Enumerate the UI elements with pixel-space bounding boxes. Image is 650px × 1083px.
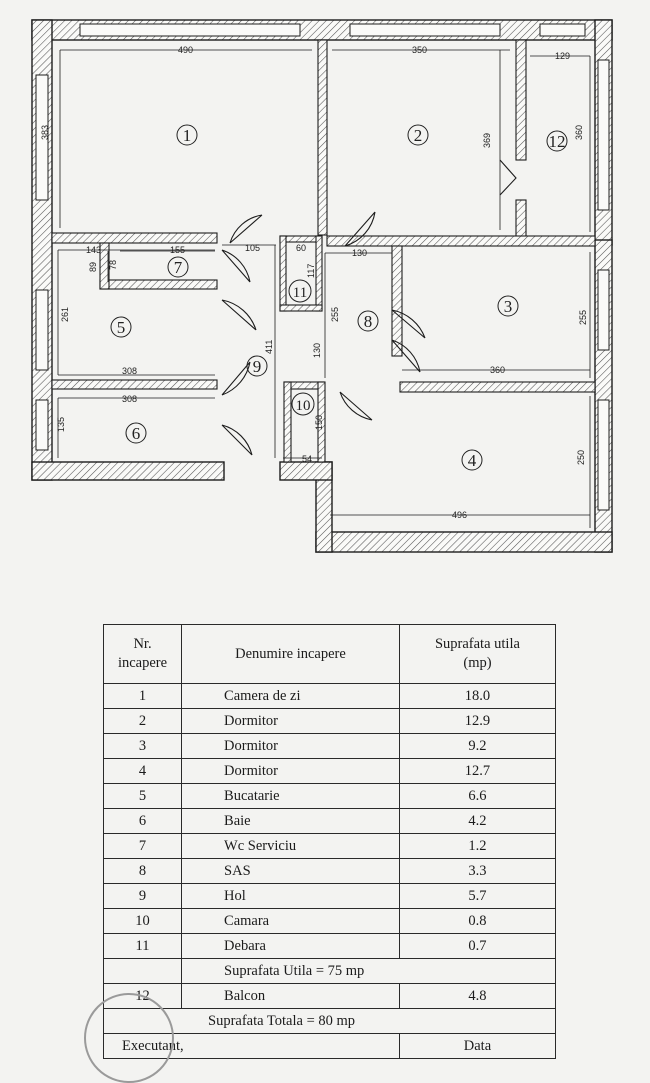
cell-nr: 6 (104, 809, 182, 834)
cell-nr: 11 (104, 934, 182, 959)
room-4-label: 4 (467, 451, 477, 470)
dim-r12-w: 129 (555, 51, 571, 61)
dim-r7-w: 155 (170, 245, 186, 255)
dim-r7-h2: 78 (108, 259, 118, 270)
cell-area: 6.6 (399, 784, 555, 809)
room-10-label: 10 (295, 398, 311, 414)
room-11-label: 11 (292, 285, 308, 301)
table-row (104, 834, 556, 859)
cell-name: Camara (182, 909, 400, 934)
cell-name: SAS (182, 859, 400, 884)
cell-area: 12.9 (399, 709, 555, 734)
rooms-table (103, 624, 556, 1059)
dim-r3-h: 255 (578, 309, 588, 325)
data-label: Data (399, 1034, 555, 1059)
cell-name: Dormitor (182, 734, 400, 759)
cell-area: 9.2 (399, 734, 555, 759)
cell-area: 1.2 (399, 834, 555, 859)
cell-nr: 1 (104, 684, 182, 709)
table-row (104, 909, 556, 934)
room-1-label: 1 (182, 126, 192, 145)
doors (222, 160, 516, 455)
dim-r5-w2: 308 (122, 366, 138, 376)
header-name: Denumire incapere (182, 625, 400, 684)
executant-label: Executant, (104, 1034, 400, 1059)
dim-r11-w: 60 (296, 243, 307, 253)
stamp-seal (84, 993, 174, 1083)
cell-name: Balcon (182, 984, 400, 1009)
table-row (104, 784, 556, 809)
cell-name: Hol (182, 884, 400, 909)
dim-r4-h: 250 (576, 449, 586, 465)
room-markers (111, 125, 567, 470)
cell-nr: 9 (104, 884, 182, 909)
cell-name: Dormitor (182, 759, 400, 784)
cell-nr: 10 (104, 909, 182, 934)
cell-nr: 12 (104, 984, 182, 1009)
dim-r2-h: 369 (482, 132, 492, 148)
dim-r10-w: 54 (302, 454, 313, 464)
cell-area: 0.7 (399, 934, 555, 959)
cell-area: 12.7 (399, 759, 555, 784)
dim-r7-h1: 89 (88, 261, 98, 272)
dim-r6-h: 135 (56, 416, 66, 432)
room-numbers (117, 126, 566, 470)
room-2-label: 2 (413, 126, 423, 145)
table-row (104, 809, 556, 834)
room-12-label: 12 (548, 132, 566, 151)
cell-area: 3.3 (399, 859, 555, 884)
cell-name: Debara (182, 934, 400, 959)
table-row (104, 684, 556, 709)
cell-nr: 7 (104, 834, 182, 859)
dim-r11-h: 117 (306, 263, 316, 278)
cell-name: Baie (182, 809, 400, 834)
dim-r12-h: 360 (574, 124, 584, 140)
table-row-utila-total (104, 959, 556, 984)
cell-nr: 2 (104, 709, 182, 734)
room-5-label: 5 (116, 318, 126, 337)
room-7-label: 7 (173, 258, 183, 277)
cell-area: 5.7 (399, 884, 555, 909)
table-body (104, 684, 556, 959)
cell-name: Wc Serviciu (182, 834, 400, 859)
table-header-row (104, 625, 556, 684)
cell-nr: 4 (104, 759, 182, 784)
cell-area: 4.2 (399, 809, 555, 834)
table-row (104, 709, 556, 734)
dim-r10-h: 150 (314, 414, 324, 430)
cell-nr: 3 (104, 734, 182, 759)
dim-r1-h: 383 (40, 124, 50, 140)
cell-name: Dormitor (182, 709, 400, 734)
table-row (104, 734, 556, 759)
dim-r4-w: 496 (452, 510, 468, 520)
header-nr: Nr. incapere (104, 625, 182, 684)
dim-r2-w: 350 (412, 45, 428, 55)
totala: Suprafata Totala = 80 mp (104, 1009, 556, 1034)
table-row (104, 934, 556, 959)
dim-r5-w1: 143 (86, 245, 102, 255)
dim-r8-h1: 255 (330, 306, 340, 322)
room-6-label: 6 (131, 424, 141, 443)
dim-r8-w: 130 (352, 248, 368, 258)
table-row (104, 859, 556, 884)
dim-r3-w: 360 (490, 365, 506, 375)
header-area: Suprafata utila (mp) (399, 625, 555, 684)
room-9-label: 9 (252, 357, 262, 376)
cell-name: Bucatarie (182, 784, 400, 809)
dim-r8-h2: 130 (312, 342, 322, 358)
table-row (104, 759, 556, 784)
dim-hall-w: 105 (245, 243, 261, 253)
dim-r6-w: 308 (122, 394, 138, 404)
dim-hall-h: 411 (264, 339, 274, 354)
cell-area: 4.8 (399, 984, 555, 1009)
cell-area: 0.8 (399, 909, 555, 934)
table-row-balcon (104, 984, 556, 1009)
dim-r1-w: 490 (178, 45, 194, 55)
cell-nr: 8 (104, 859, 182, 884)
room-3-label: 3 (503, 297, 513, 316)
dim-r5-h: 261 (60, 306, 70, 322)
utila-total: Suprafata Utila = 75 mp (182, 959, 556, 984)
cell-nr: 5 (104, 784, 182, 809)
cell-name: Camera de zi (182, 684, 400, 709)
room-8-label: 8 (363, 312, 373, 331)
table-row (104, 884, 556, 909)
cell-area: 18.0 (399, 684, 555, 709)
